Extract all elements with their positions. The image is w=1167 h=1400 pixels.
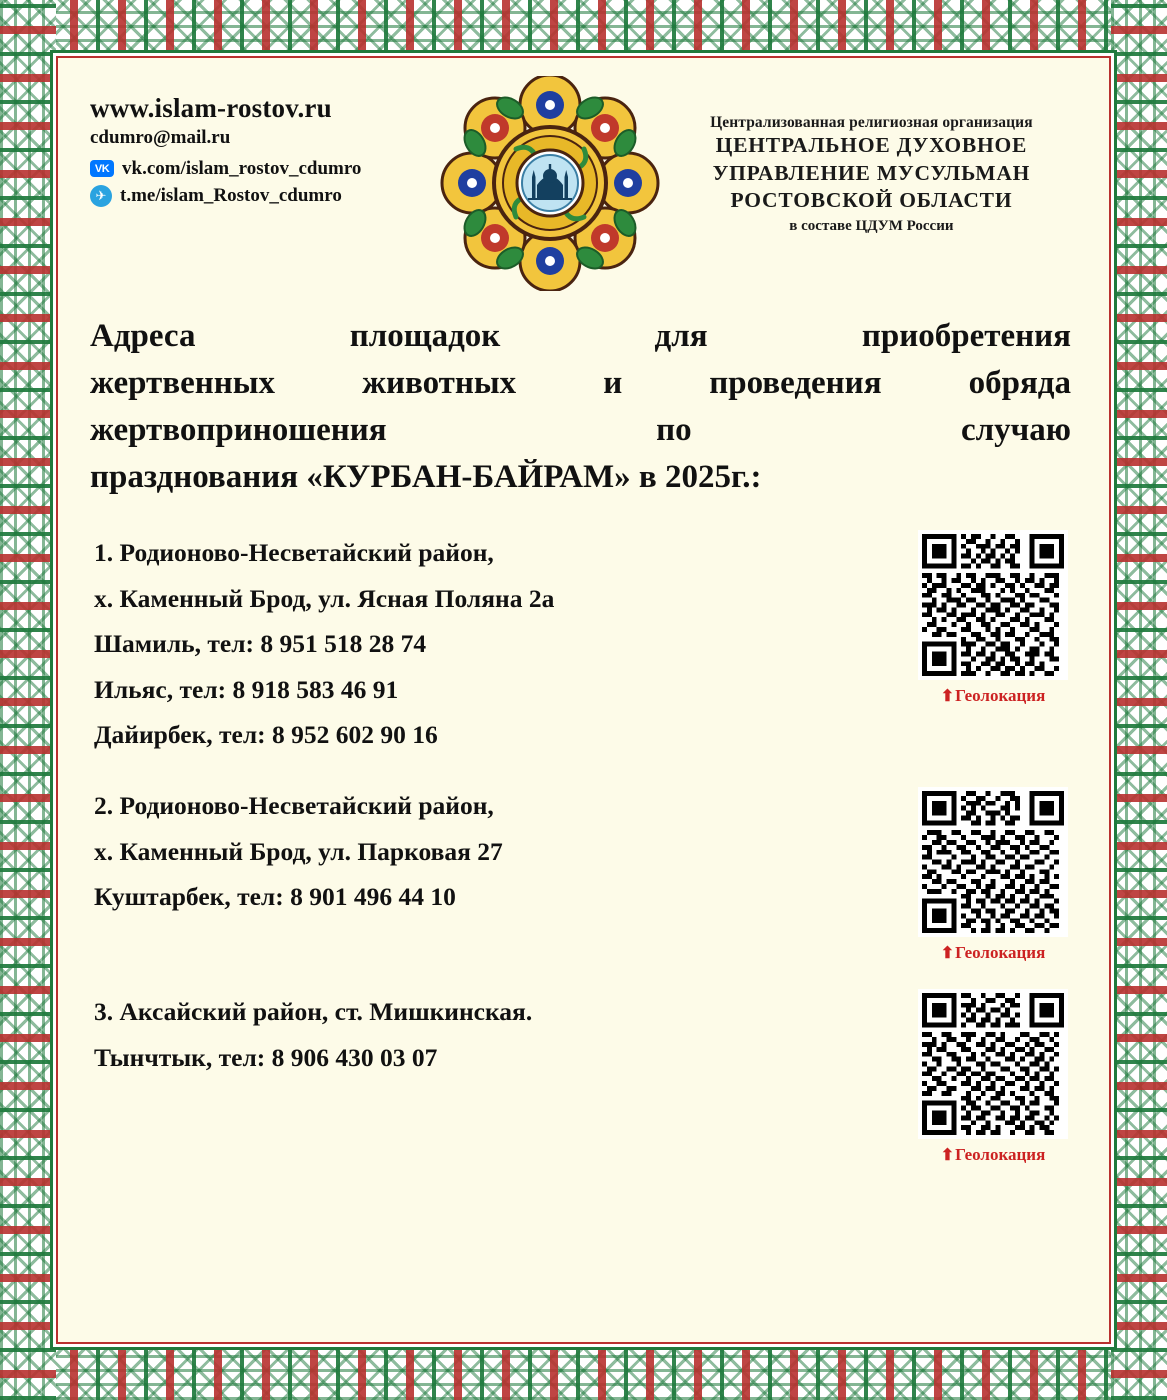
contact-line: Ильяс, тел: 8 918 583 46 91: [94, 674, 399, 704]
geo-text: Геолокация: [955, 1145, 1046, 1165]
contact-line: Дайирбек, тел: 8 952 602 90 16: [94, 719, 438, 749]
telegram-icon: ✈: [90, 185, 112, 207]
geolocation-label-3[interactable]: [909, 1145, 1077, 1165]
address-line: 1. Родионово-Несветайский район,: [94, 538, 494, 568]
email-address[interactable]: cdumro@mail.ru: [90, 126, 231, 148]
list-item: [90, 783, 1077, 963]
border-band-left: [0, 0, 56, 1400]
address-line: 2. Родионово-Несветайский район,: [94, 791, 494, 821]
list-item: [90, 989, 1077, 1165]
list-item: [90, 530, 1077, 757]
org-subtitle: Централизованная религиозная организация: [710, 114, 1033, 131]
qr-code-icon[interactable]: [918, 787, 1068, 937]
mandala-emblem-icon: [434, 76, 666, 291]
contact-line: Куштарбек, тел: 8 901 496 44 10: [94, 882, 456, 912]
page-title-line-2: жертвенных животных и проведения обряда: [90, 364, 1071, 401]
org-title-line1: ЦЕНТРАЛЬНОЕ ДУХОВНОЕ: [715, 133, 1028, 157]
telegram-link-label: t.me/islam_Rostov_cdumro: [120, 184, 342, 206]
address-entry-1-text: [90, 530, 891, 757]
telegram-link[interactable]: [90, 185, 444, 207]
border-band-top: [0, 0, 1167, 56]
location-pin-icon: ⬆: [940, 945, 955, 963]
location-pin-icon: ⬆: [940, 1147, 955, 1165]
border-band-right: [1111, 0, 1167, 1400]
org-title-line2: УПРАВЛЕНИЕ МУСУЛЬМАН: [712, 160, 1031, 185]
location-pin-icon: ⬆: [940, 688, 955, 706]
geolocation-block-2[interactable]: [909, 787, 1077, 963]
poster-content: [58, 58, 1109, 1342]
address-line: х. Каменный Брод, ул. Парковая 27: [94, 836, 503, 866]
qr-code-icon[interactable]: [918, 989, 1068, 1139]
vk-icon: VK: [90, 160, 114, 177]
geolocation-block-1[interactable]: [909, 530, 1077, 706]
qr-code-icon[interactable]: [918, 530, 1068, 680]
vk-link[interactable]: [90, 158, 444, 180]
geo-text: Геолокация: [955, 686, 1046, 706]
contact-line: Шамиль, тел: 8 951 518 28 74: [94, 629, 427, 659]
geolocation-label-1[interactable]: [909, 686, 1077, 706]
org-affiliation: в составе ЦДУМ России: [789, 217, 954, 234]
address-line: х. Каменный Брод, ул. Ясная Поляна 2а: [94, 583, 555, 613]
geolocation-block-3[interactable]: [909, 989, 1077, 1165]
contact-block: [90, 76, 444, 207]
page-title-line-4: празднования «КУРБАН-БАЙРАМ» в 2025г.:: [90, 458, 762, 495]
organization-title: [666, 76, 1077, 235]
address-line: 3. Аксайский район, ст. Мишкинская.: [94, 997, 533, 1027]
address-entry-2-text: [90, 783, 891, 919]
border-band-bottom: [0, 1344, 1167, 1400]
website-link[interactable]: www.islam-rostov.ru: [90, 93, 332, 123]
geolocation-label-2[interactable]: [909, 943, 1077, 963]
page-title-line-3: жертвоприношения по случаю: [90, 411, 1071, 448]
page-title: [90, 313, 1077, 500]
header: [90, 76, 1077, 291]
contact-line: Тынчтык, тел: 8 906 430 03 07: [94, 1042, 438, 1072]
page-title-line-1: Адреса площадок для приобретения: [90, 318, 1071, 354]
address-entry-3-text: [90, 989, 891, 1080]
geo-text: Геолокация: [955, 943, 1046, 963]
vk-link-label: vk.com/islam_rostov_cdumro: [122, 157, 362, 179]
org-title-line3: РОСТОВСКОЙ ОБЛАСТИ: [730, 188, 1013, 213]
address-list: [90, 530, 1077, 1165]
